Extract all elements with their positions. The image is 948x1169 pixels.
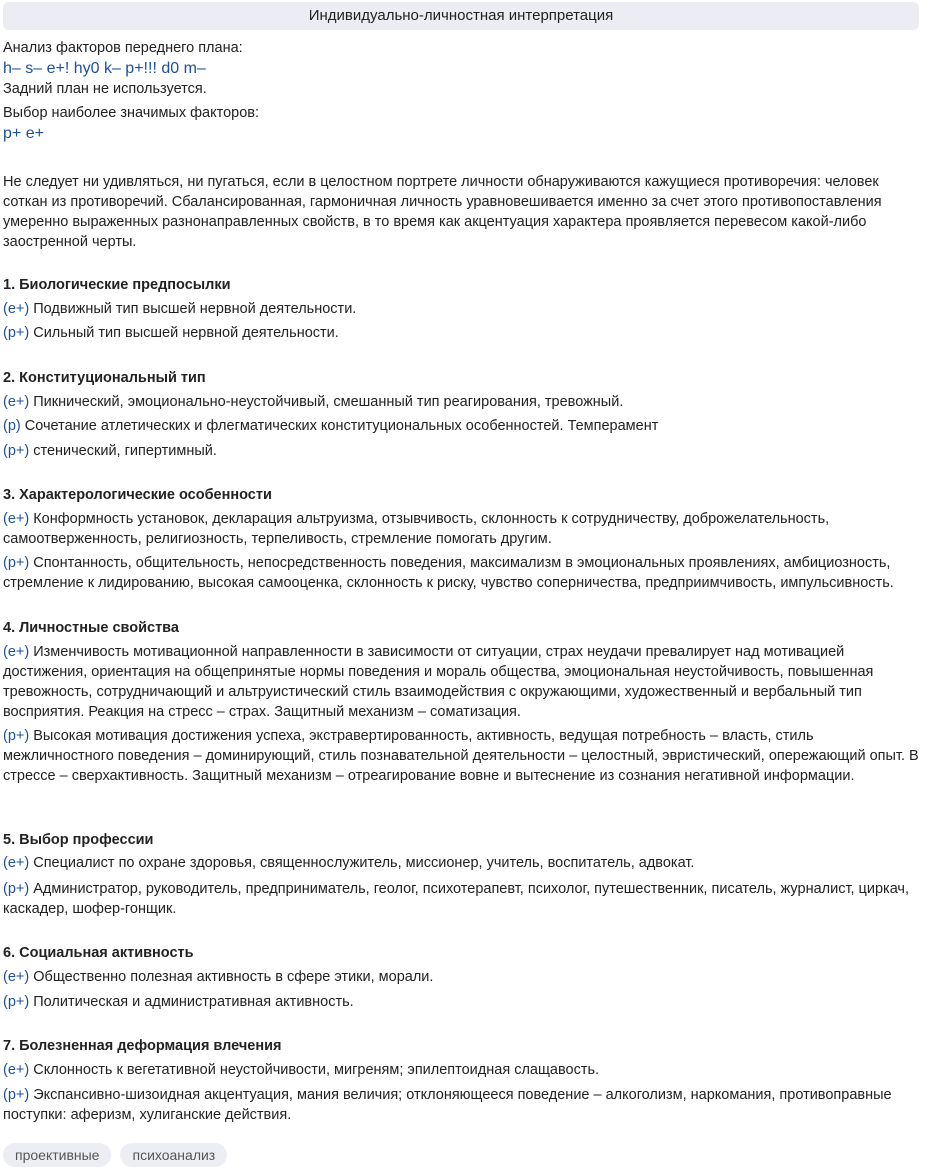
section-item [3, 416, 921, 436]
tag-chip-projective[interactable]: проективные [3, 1143, 111, 1167]
factor-tag: (p+) [3, 555, 30, 571]
section-heading: 5. Выбор профессии [3, 832, 154, 848]
item-text: Администратор, руководитель, предприниматель, геолог, психотерапевт, психолог, путешественник, писатель, журналист, циркач, каскадер, шофер-гонщик. [3, 881, 910, 917]
section-item [3, 1085, 921, 1125]
section-item [3, 509, 921, 549]
factor-tag: (p+) [3, 443, 30, 459]
section-item [3, 642, 921, 722]
section-item [3, 879, 921, 919]
factor-tag: (p+) [3, 728, 30, 744]
page-title: Индивидуально-личностная интерпретация [3, 2, 919, 30]
tag-chip-psychoanalysis[interactable]: психоанализ [120, 1143, 227, 1167]
significant-label: Выбор наиболее значимых факторов: [3, 105, 260, 121]
significant-codes: p+ e+ [3, 125, 44, 142]
tag-list [3, 1143, 227, 1167]
foreground-codes: h– s– e+! hy0 k– p+!!! d0 m– [3, 60, 206, 77]
factor-tag: (p+) [3, 325, 30, 341]
section-heading: 7. Болезненная деформация влечения [3, 1038, 282, 1054]
section-item [3, 553, 921, 593]
intro-paragraph: Не следует ни удивляться, ни пугаться, если в целостном портрете личности обнаруживаются кажущиеся противоречия: человек соткан из противоречий. Сбалансированная, гармоничная личность уравновешивается именно за счет этого противопоставления умеренно выраженных разнонаправленных свойств, в то время как акцентуация характера проявляется перевесом какой-либо заостренной черты. [3, 174, 882, 250]
background-note: Задний план не используется. [3, 81, 207, 97]
factor-tag: (e+) [3, 1062, 30, 1078]
section-item [3, 726, 921, 786]
item-text: Склонность к вегетативной неустойчивости, мигреням; эпилептоидная слащавость. [29, 1062, 600, 1078]
factor-tag: (e+) [3, 855, 30, 871]
section-item [3, 299, 921, 319]
factor-tag: (e+) [3, 394, 30, 410]
section-item [3, 323, 921, 343]
factor-tag: (e+) [3, 644, 30, 660]
item-text: Сильный тип высшей нервной деятельности. [29, 325, 339, 341]
section-heading: 6. Социальная активность [3, 945, 194, 961]
item-text: Общественно полезная активность в сфере этики, морали. [29, 969, 434, 985]
factor-tag: (e+) [3, 511, 30, 527]
section-item [3, 853, 921, 873]
item-text: Специалист по охране здоровья, священнослужитель, миссионер, учитель, воспитатель, адвокат. [29, 855, 695, 871]
analysis-label: Анализ факторов переднего плана: [3, 40, 243, 56]
section-item [3, 967, 921, 987]
item-text: Высокая мотивация достижения успеха, экстравертированность, активность, ведущая потребность – власть, стиль межличностного поведения – доминирующий, стиль познавательной деятельности – целостный, эвристический, опережающий опыт. В стрессе – сверхактивность. Защитный механизм – отреагирование вовне и вытеснение из сознания негативной информации. [3, 728, 919, 784]
item-text: Спонтанность, общительность, непосредственность поведения, максимализм в эмоциональных проявлениях, амбициозность, стремление к лидированию, высокая самооценка, склонность к риску, чувство соперничества, предприимчивость, импульсивность. [3, 555, 894, 591]
factor-tag: (p) [3, 418, 21, 434]
item-text: стенический, гипертимный. [29, 443, 217, 459]
section-item [3, 1060, 921, 1080]
item-text: Сочетание атлетических и флегматических конституциональных особенностей. Темперамент [20, 418, 659, 434]
factor-tag: (p+) [3, 994, 30, 1010]
section-item [3, 392, 921, 412]
section-heading: 4. Личностные свойства [3, 620, 179, 636]
factor-tag: (p+) [3, 1087, 30, 1103]
factor-tag: (e+) [3, 301, 30, 317]
item-text: Конформность установок, декларация альтруизма, отзывчивость, склонность к сотрудничеству, доброжелательность, самоотверженность, религиозность, терпеливость, стремление помогать другим. [3, 511, 830, 547]
section-item [3, 441, 921, 461]
item-text: Экспансивно-шизоидная акцентуация, мания величия; отклоняющееся поведение – алкоголизм, наркомания, противоправные поступки: аферизм, хулиганские действия. [3, 1087, 892, 1123]
section-heading: 3. Характерологические особенности [3, 487, 272, 503]
section-heading: 2. Конституциональный тип [3, 370, 206, 386]
factor-tag: (e+) [3, 969, 30, 985]
item-text: Пикнический, эмоционально-неустойчивый, смешанный тип реагирования, тревожный. [29, 394, 624, 410]
section-heading: 1. Биологические предпосылки [3, 277, 231, 293]
item-text: Подвижный тип высшей нервной деятельности. [29, 301, 357, 317]
section-item [3, 992, 921, 1012]
item-text: Изменчивость мотивационной направленности в зависимости от ситуации, страх неудачи превалирует над мотивацией достижения, ориентация на общепринятые нормы поведения и мораль общества, эмоциональная неустойчивость, повышенная тревожность, сотрудничающий и альтруистический стиль взаимодействия с окружающими, художественный и вербальный тип восприятия. Реакция на стресс – страх. Защитный механизм – соматизация. [3, 644, 874, 720]
factor-tag: (p+) [3, 881, 30, 897]
item-text: Политическая и административная активность. [29, 994, 354, 1010]
